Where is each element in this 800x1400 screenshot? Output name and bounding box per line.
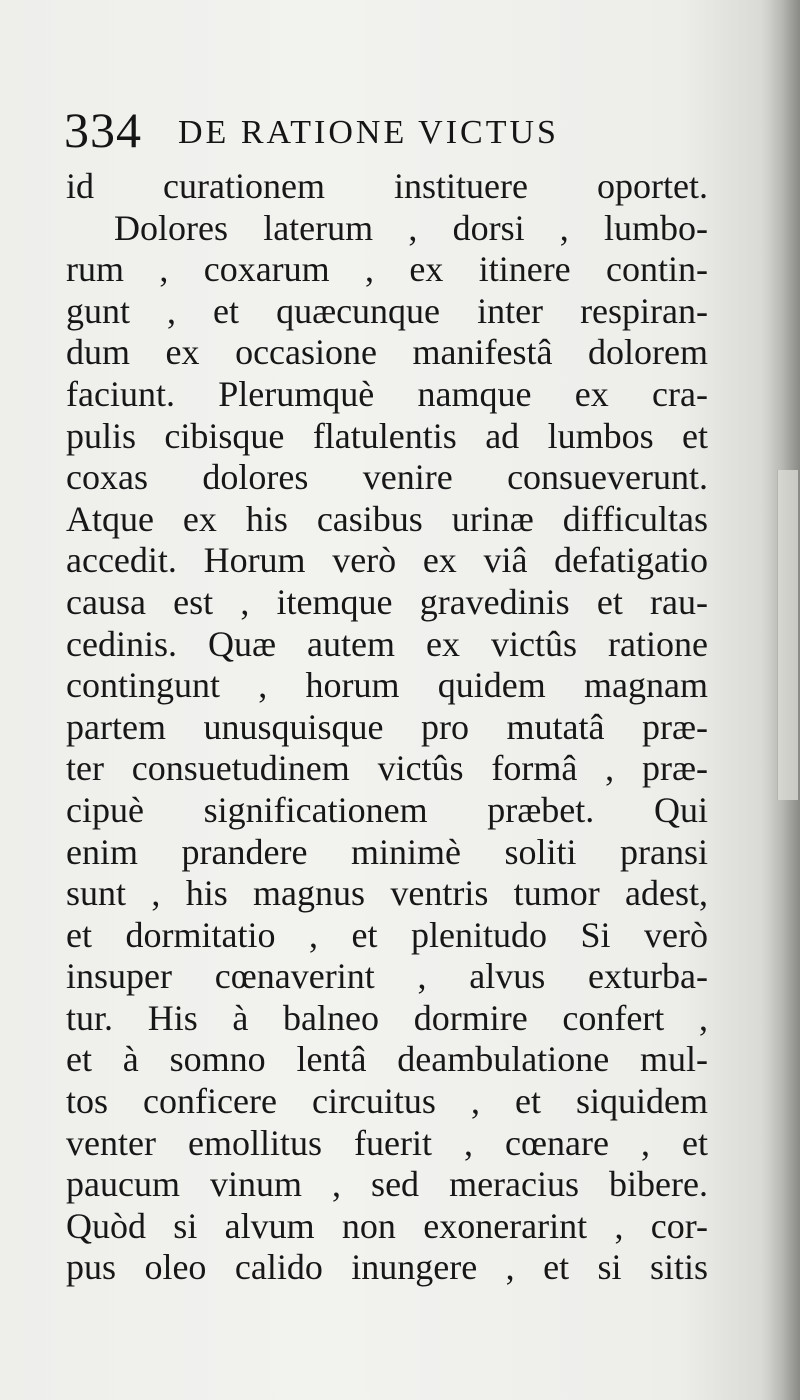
text-line: paucum vinum , sed meracius bibere. [66, 1164, 708, 1205]
text-line: Quòd si alvum non exonerarint , cor- [66, 1205, 708, 1246]
page-number: 334 [64, 102, 142, 158]
text-line: accedit. Horum verò ex viâ defatigatio [66, 540, 708, 581]
text-line: causa est , itemque gravedinis et rau- [66, 581, 708, 622]
text-line: ter consuetudinem victûs formâ , præ- [66, 748, 708, 789]
text-line: sunt , his magnus ventris tumor adest, [66, 873, 708, 914]
text-line: pus oleo calido inungere , et si sitis [66, 1247, 708, 1288]
text-line: insuper cœnaverint , alvus exturba- [66, 956, 708, 997]
text-line: partem unusquisque pro mutatâ præ- [66, 706, 708, 747]
text-line: venter emollitus fuerit , cœnare , et [66, 1122, 708, 1163]
page-header [64, 98, 724, 168]
adjacent-page-edge [777, 470, 798, 800]
text-line: id curationem instituere oportet. [66, 166, 708, 206]
text-line: et à somno lentâ deambulatione mul- [66, 1039, 708, 1080]
text-line: faciunt. Plerumquè namque ex cra- [66, 373, 708, 414]
text-line: cedinis. Quæ autem ex victûs ratione [66, 623, 708, 664]
text-line: gunt , et quæcunque inter respiran- [66, 290, 708, 331]
text-line: rum , coxarum , ex itinere contin- [66, 249, 708, 290]
text-line: et dormitatio , et plenitudo Si verò [66, 914, 708, 955]
text-line: enim prandere minimè soliti pransi [66, 831, 708, 872]
body-text [66, 166, 708, 1289]
text-line: pulis cibisque flatulentis ad lumbos et [66, 415, 708, 456]
text-line: Atque ex his casibus urinæ difficultas [66, 498, 708, 539]
text-line: cipuè significationem præbet. Qui [66, 789, 708, 830]
text-line: tur. His à balneo dormire confert , [66, 997, 708, 1038]
text-line: dum ex occasione manifestâ dolorem [66, 332, 708, 373]
running-title: DE RATIONE VICTUS [178, 114, 559, 151]
text-line: Dolores laterum , dorsi , lumbo- [114, 207, 708, 248]
text-line: tos conficere circuitus , et siquidem [66, 1081, 708, 1122]
text-line: contingunt , horum quidem magnam [66, 665, 708, 706]
text-line: coxas dolores venire consueverunt. [66, 457, 708, 498]
